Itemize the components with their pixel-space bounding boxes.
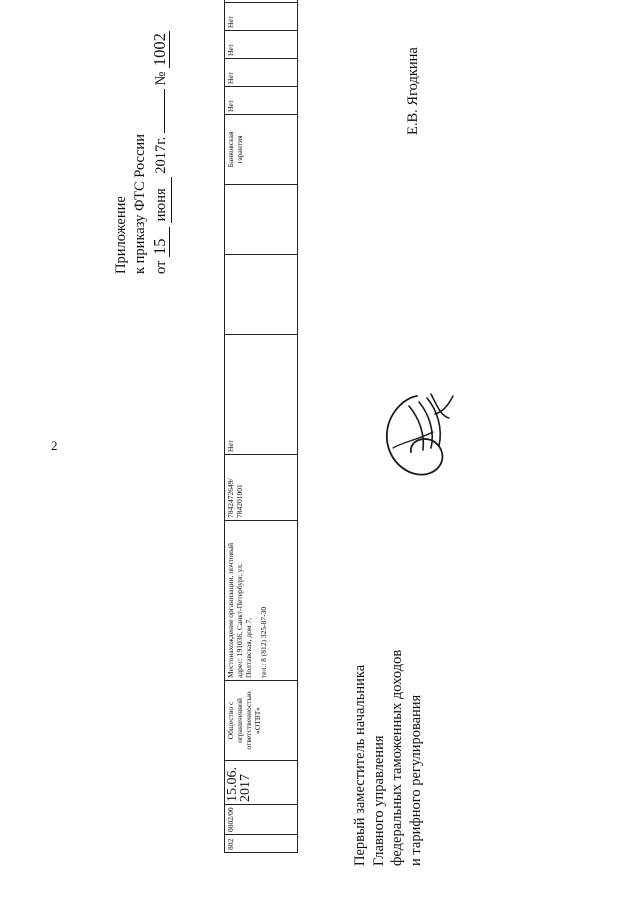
appendix-order-ref: к приказу ФТС России <box>132 134 148 274</box>
table-row <box>225 0 298 853</box>
cell-flag-4: Нет <box>225 31 298 59</box>
approver-name: Е.В. Ягодкина <box>405 47 421 135</box>
appendix-title: Приложение <box>113 196 129 274</box>
cell-flag-1: Нет <box>225 335 298 455</box>
date-month: июня <box>152 177 172 223</box>
number-prefix: № <box>153 71 169 86</box>
cell-index: 802 <box>225 835 298 853</box>
order-number: 1002 <box>150 33 169 67</box>
registry-table <box>224 15 298 853</box>
approver-position-2: Главного управления <box>370 735 387 866</box>
approver-position-4: и тарифного регулирования <box>407 694 424 866</box>
approver-position-1: Первый заместитель начальника <box>352 664 368 866</box>
appendix-date-line <box>150 31 172 274</box>
cell-flag-3: Нет <box>225 59 298 87</box>
page-number: 2 <box>51 438 58 453</box>
signature-icon <box>373 388 459 484</box>
cell-flag-5: Нет <box>225 3 298 31</box>
date-prefix: от <box>153 260 169 274</box>
cell-org-name: Общество с ограниченной ответственностью «ОТВТ» <box>225 681 298 761</box>
cell-col-8 <box>225 255 298 335</box>
cell-guarantee: Банковская гарантия <box>225 115 298 185</box>
cell-flag-6 <box>225 0 298 3</box>
cell-date: 15.06. 2017 <box>225 761 298 805</box>
date-day: 15 <box>150 227 170 257</box>
cell-col-9 <box>225 185 298 255</box>
address-text: Местонахождение организации, почтовый адрес: 191036, Санкт-Петербург, ул. Полтавская, дом 7, <box>226 542 253 678</box>
cell-reg-number: 0802/00 <box>225 805 298 835</box>
cell-inn-kpp: 7842472649/ 784201001 <box>225 455 298 521</box>
phone-text: тел.: 8 (812) 325-87-30 <box>259 606 268 678</box>
appendix-header <box>112 31 172 274</box>
date-blank <box>164 89 165 133</box>
cell-flag-2: Нет <box>225 87 298 115</box>
approver-position-3: федеральных таможенных доходов <box>389 649 405 866</box>
cell-address <box>225 521 298 681</box>
approver-block <box>351 650 425 866</box>
date-year: 2017г. <box>153 136 169 174</box>
